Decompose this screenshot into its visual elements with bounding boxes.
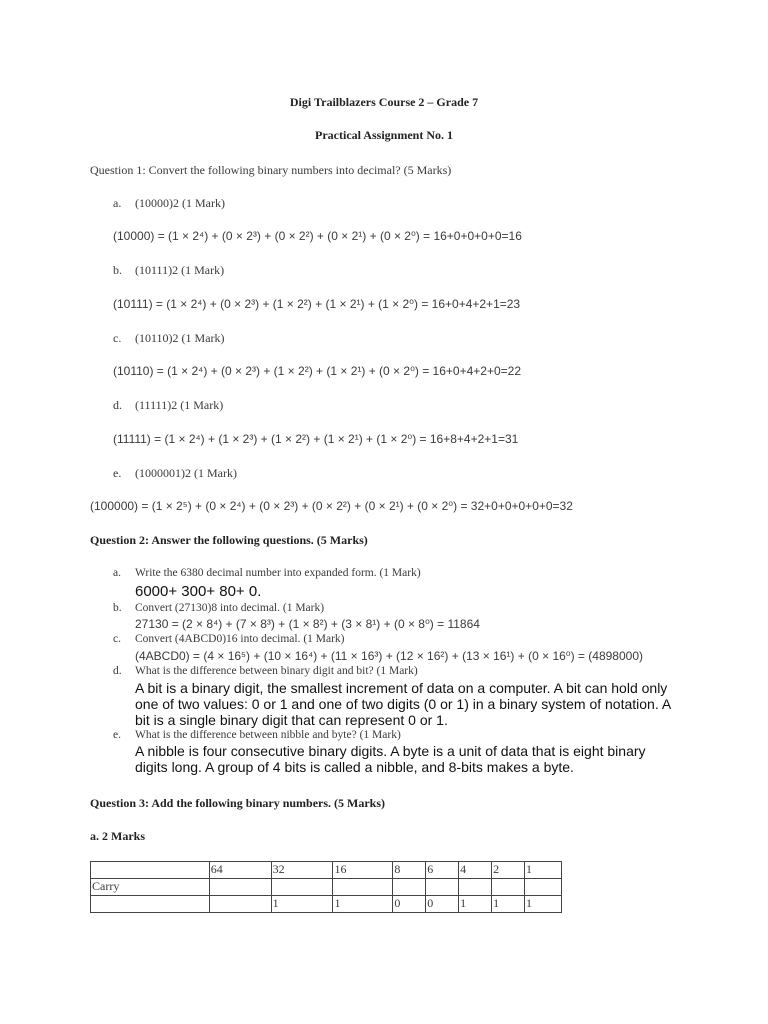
q2-item-a-label xyxy=(113,567,421,579)
table-cell: 16 xyxy=(333,862,393,879)
list-marker: e. xyxy=(113,466,122,480)
q1-item-a-label xyxy=(113,196,225,211)
table-cell: 1 xyxy=(492,896,525,913)
list-item-label: (11111)2 (1 Mark) xyxy=(135,398,224,412)
table-cell: 2 xyxy=(492,862,525,879)
q2-item-b-answer: 27130 = (2 × 8⁴) + (7 × 8³) + (1 × 8²) + (3 × 8¹) + (0 × 8⁰) = 11864 xyxy=(135,617,480,631)
q1-item-e-work: (100000) = (1 × 2⁵) + (0 × 2⁴) + (0 × 2³) + (0 × 2²) + (0 × 2¹) + (0 × 2⁰) = 32+0+0+0+0+0=32 xyxy=(90,499,573,513)
q1-item-d-work: (11111) = (1 × 2⁴) + (1 × 2³) + (1 × 2²) + (1 × 2¹) + (1 × 2⁰) = 16+8+4+2+1=31 xyxy=(113,432,519,446)
table-cell: Carry xyxy=(91,879,210,896)
question-3-heading: Question 3: Add the following binary numbers. (5 Marks) xyxy=(90,796,386,810)
list-marker: c. xyxy=(113,331,122,345)
table-cell: 32 xyxy=(271,862,333,879)
table-cell: 64 xyxy=(209,862,271,879)
table-cell: 1 xyxy=(271,896,333,913)
table-cell xyxy=(525,879,562,896)
table-cell: 0 xyxy=(426,896,459,913)
list-item-label: (10000)2 (1 Mark) xyxy=(135,196,225,210)
list-marker: b. xyxy=(113,602,122,614)
list-marker: a. xyxy=(113,567,121,579)
q2-item-e-label xyxy=(113,729,401,741)
q2-item-c-answer: (4ABCD0) = (4 × 16⁵) + (10 × 16⁴) + (11 × 16³) + (12 × 16²) + (13 × 16¹) + (0 × 16⁰) = (4898000) xyxy=(135,649,643,663)
q1-item-a-work: (10000) = (1 × 2⁴) + (0 × 2³) + (0 × 2²) + (0 × 2¹) + (0 × 2⁰) = 16+0+0+0+0=16 xyxy=(113,229,522,243)
table-row xyxy=(91,896,562,913)
q2-item-b-label xyxy=(113,602,324,614)
list-marker: a. xyxy=(113,196,122,210)
q1-item-c-work: (10110) = (1 × 2⁴) + (0 × 2³) + (1 × 2²) + (1 × 2¹) + (0 × 2⁰) = 16+0+4+2+0=22 xyxy=(113,364,521,378)
table-cell: 1 xyxy=(459,896,492,913)
document-subtitle: Practical Assignment No. 1 xyxy=(315,128,453,142)
table-cell: 6 xyxy=(426,862,459,879)
table-cell: 1 xyxy=(525,896,562,913)
table-cell: 1 xyxy=(525,862,562,879)
table-cell xyxy=(492,879,525,896)
table-row xyxy=(91,879,562,896)
q1-item-d-label xyxy=(113,398,223,413)
list-item-label: (10111)2 (1 Mark) xyxy=(135,263,225,277)
list-marker: b. xyxy=(113,263,122,277)
q1-item-b-work: (10111) = (1 × 2⁴) + (0 × 2³) + (1 × 2²) + (1 × 2¹) + (1 × 2⁰) = 16+0+4+2+1=23 xyxy=(113,297,521,311)
table-cell xyxy=(426,879,459,896)
list-item-label: (10110)2 (1 Mark) xyxy=(135,331,225,345)
q1-item-c-label xyxy=(113,331,225,346)
list-marker: d. xyxy=(113,398,122,412)
table-cell: 8 xyxy=(393,862,426,879)
table-cell xyxy=(459,879,492,896)
table-cell xyxy=(209,879,271,896)
list-item-label: Convert (4ABCD0)16 into decimal. (1 Mark) xyxy=(135,633,345,645)
list-marker: d. xyxy=(113,665,122,677)
list-marker: e. xyxy=(113,729,121,741)
q2-item-e-answer: A nibble is four consecutive binary digits. A byte is a unit of data that is eight binary digits long. A group of 4 bits is called a nibble, and 8-bits makes a byte. xyxy=(135,743,646,775)
list-item-label: Convert (27130)8 into decimal. (1 Mark) xyxy=(135,602,325,614)
q2-item-d-answer: A bit is a binary digit, the smallest increment of data on a computer. A bit can hold only one of two values: 0 or 1 and one of two digits (0 or 1) in a binary system of notation. A bit is a single binary digit that can represent 0 or 1. xyxy=(135,680,671,728)
table-cell xyxy=(333,879,393,896)
table-cell xyxy=(393,879,426,896)
table-cell: 4 xyxy=(459,862,492,879)
q3-part-a-label: a. 2 Marks xyxy=(90,829,145,843)
list-item-label: (1000001)2 (1 Mark) xyxy=(135,466,237,480)
list-item-label: Write the 6380 decimal number into expanded form. (1 Mark) xyxy=(135,567,421,579)
binary-addition-table xyxy=(90,861,562,913)
table-cell xyxy=(209,896,271,913)
question-1-heading: Question 1: Convert the following binary numbers into decimal? (5 Marks) xyxy=(90,163,452,177)
table-cell xyxy=(91,896,210,913)
table-cell: 0 xyxy=(393,896,426,913)
list-marker: c. xyxy=(113,633,121,645)
q1-item-e-label xyxy=(113,466,237,481)
question-2-heading: Question 2: Answer the following questions. (5 Marks) xyxy=(90,533,368,547)
q2-item-d-label xyxy=(113,665,418,677)
q2-item-a-answer: 6000+ 300+ 80+ 0. xyxy=(135,583,262,600)
list-item-label: What is the difference between nibble and byte? (1 Mark) xyxy=(135,729,401,741)
table-cell xyxy=(91,862,210,879)
list-item-label: What is the difference between binary digit and bit? (1 Mark) xyxy=(135,665,418,677)
document-title: Digi Trailblazers Course 2 – Grade 7 xyxy=(289,95,479,109)
table-cell xyxy=(271,879,333,896)
table-header-row xyxy=(91,862,562,879)
table-cell: 1 xyxy=(333,896,393,913)
q2-item-c-label xyxy=(113,633,345,645)
q1-item-b-label xyxy=(113,263,224,278)
